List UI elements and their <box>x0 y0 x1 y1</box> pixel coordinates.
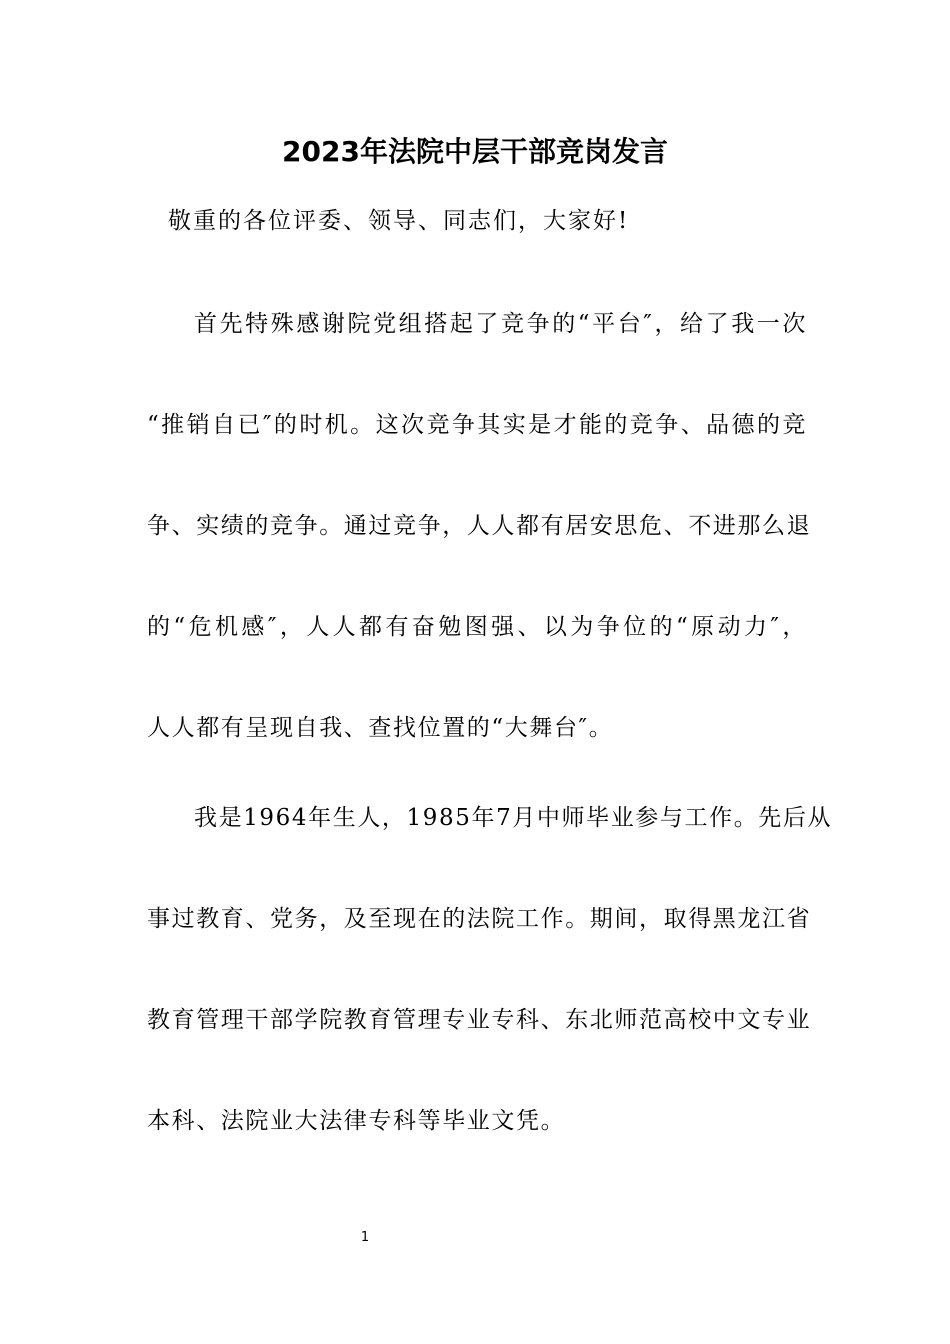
paragraph-line: 本科、法院业大法律专科等毕业文凭。 <box>147 1108 566 1134</box>
paragraph-line: 首先特殊感谢院党组搭起了竞争的“平台″，给了我一次 <box>194 311 807 337</box>
page-title: 2023年法院中层干部竞岗发言 <box>282 135 668 168</box>
greeting-line: 敬重的各位评委、领导、同志们，大家好! <box>168 208 630 234</box>
paragraph-background <box>147 801 833 1205</box>
paragraph-line: 事过教育、党务，及至现在的法院工作。期间，取得黑龙江省 <box>147 906 812 932</box>
paragraph-line: 争、实绩的竞争。通过竞争，人人都有居安思危、不进那么退 <box>147 513 812 539</box>
paragraph-line: 的“危机感″，人人都有奋勉图强、以为争位的“原动力″， <box>147 614 807 640</box>
paragraph-line: 教育管理干部学院教育管理专业专科、东北师范高校中文专业 <box>147 1007 812 1033</box>
paragraph-line: 我是1964年生人，1985年7月中师毕业参与工作。先后从 <box>194 805 833 831</box>
paragraph-line: 人人都有呈现自我、查找位置的“大舞台″。 <box>147 715 614 741</box>
page-number: 1 <box>360 1230 370 1245</box>
paragraph-line: “推销自已″的时机。这次竞争其实是才能的竞争、品德的竞 <box>147 412 807 438</box>
paragraph-thanks <box>147 307 812 812</box>
